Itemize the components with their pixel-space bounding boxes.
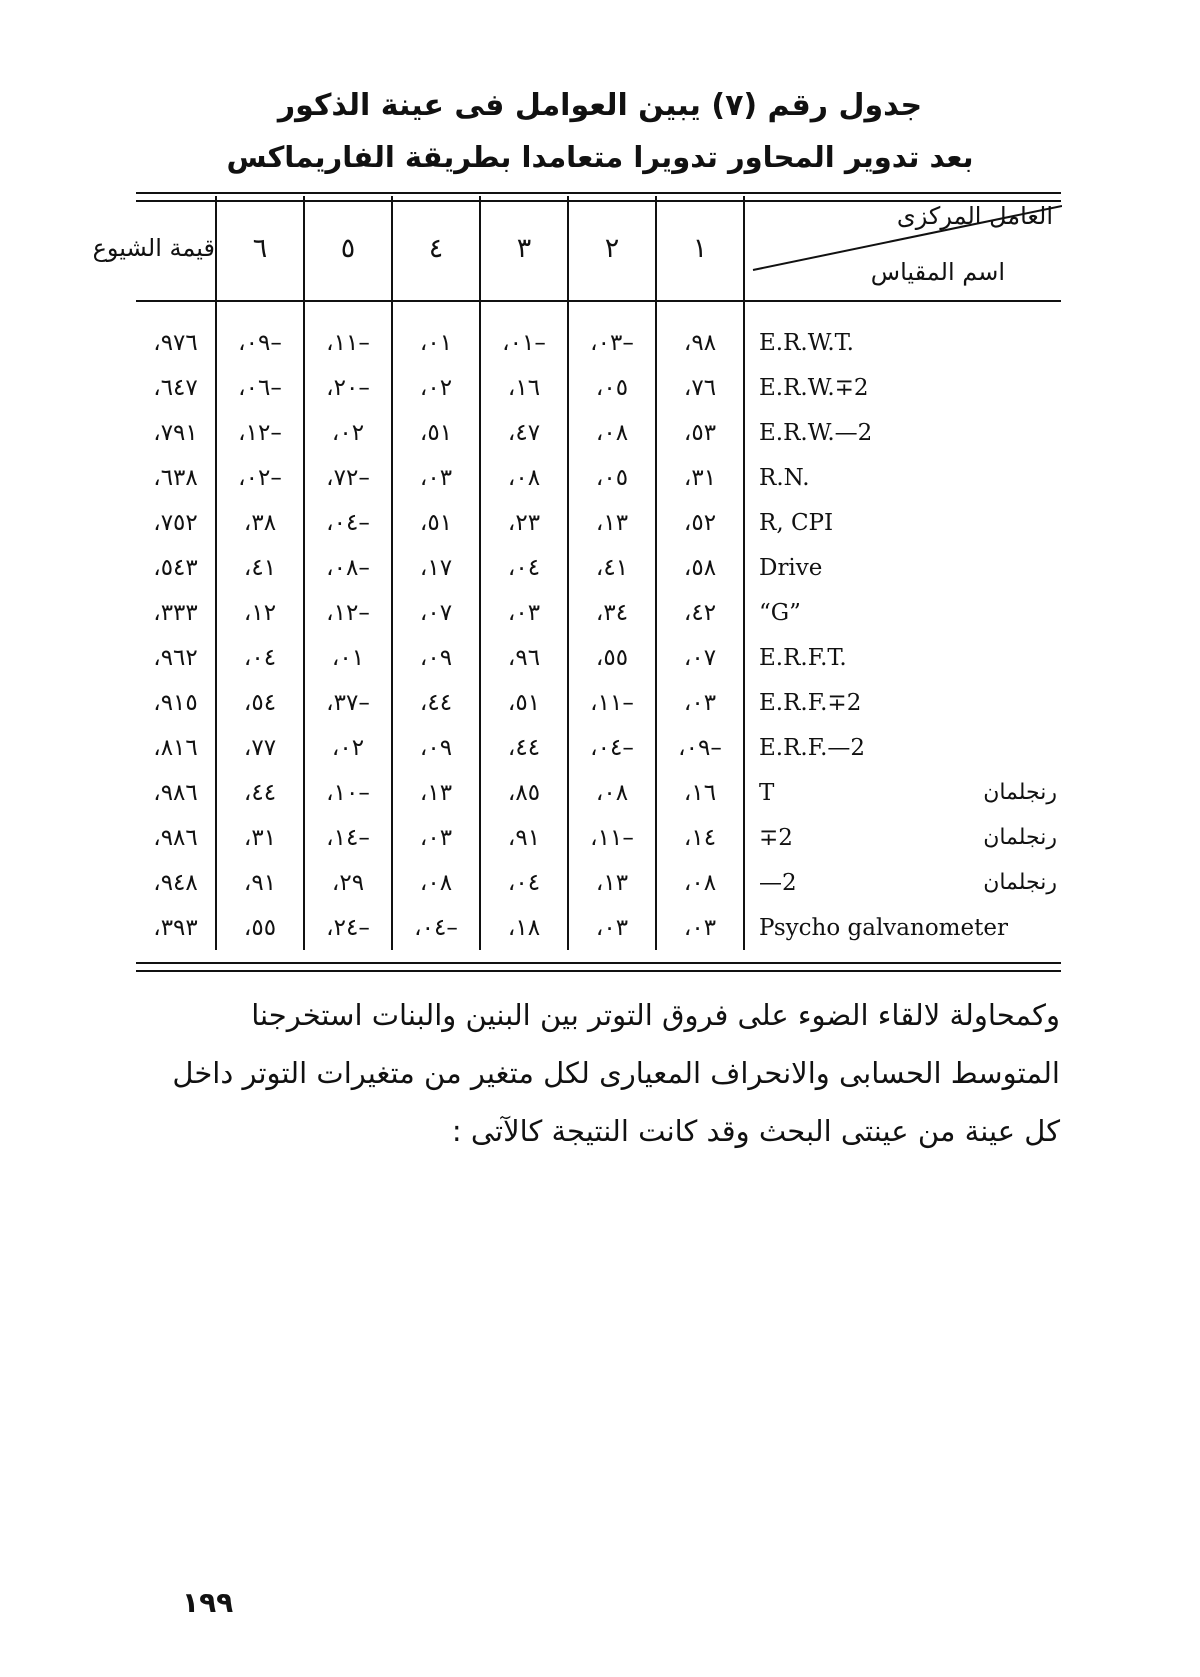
page-number: ١٩٩ <box>182 1586 234 1619</box>
loading-cell-f2: ،٠٨ <box>568 770 656 815</box>
paragraph-line-3: كل عينة من عينتى البحث وقد كانت النتيجة كالآتى : <box>451 1114 1060 1148</box>
communality-header: قيمة الشيوع <box>136 196 216 301</box>
communality-cell: ،٩٧٦ <box>136 301 216 365</box>
scale-name-cell <box>744 590 1061 635</box>
loading-cell-f6: ،٠٦– <box>216 365 304 410</box>
loading-cell-f3: ،٠٤ <box>480 860 568 905</box>
scale-name-cell <box>744 410 1061 455</box>
loading-cell-f3: ،٠١– <box>480 301 568 365</box>
scale-name-cell <box>744 545 1061 590</box>
loading-cell-f1: ،٥٨ <box>656 545 744 590</box>
scale-name-arabic: رنجلمان <box>983 780 1057 805</box>
loading-cell-f6: ،٧٧ <box>216 725 304 770</box>
communality-cell: ،٣٣٣ <box>136 590 216 635</box>
factor-header-6: ٦ <box>216 196 304 301</box>
loading-cell-f2: ،٤١ <box>568 545 656 590</box>
scale-name: “G” <box>759 599 801 626</box>
scale-name: —2 <box>759 869 797 896</box>
scale-name: E.R.W.—2 <box>759 419 873 446</box>
communality-cell: ،٩١٥ <box>136 680 216 725</box>
scale-name-cell <box>744 365 1061 410</box>
loading-cell-f3: ،٢٣ <box>480 500 568 545</box>
loading-cell-f1: ،٤٢ <box>656 590 744 635</box>
loading-cell-f2: ،١٣ <box>568 500 656 545</box>
table-row <box>136 590 1061 635</box>
header-row <box>136 196 1061 301</box>
loading-cell-f6: ،٥٥ <box>216 905 304 950</box>
table-row <box>136 815 1061 860</box>
factor-header-1: ١ <box>656 196 744 301</box>
scale-name-cell <box>744 770 1061 815</box>
communality-cell: ،٩٨٦ <box>136 770 216 815</box>
table-row <box>136 365 1061 410</box>
factor-header-5: ٥ <box>304 196 392 301</box>
loading-cell-f3: ،٤٤ <box>480 725 568 770</box>
loading-cell-f4: ،٠٩ <box>392 635 480 680</box>
loading-cell-f5: ،٠٢ <box>304 410 392 455</box>
loading-cell-f6: ،٣٨ <box>216 500 304 545</box>
loading-cell-f1: ،٧٦ <box>656 365 744 410</box>
scale-name: Drive <box>759 554 823 581</box>
table-row <box>136 545 1061 590</box>
scale-name-arabic: رنجلمان <box>983 825 1057 850</box>
loading-cell-f1: ،٥٣ <box>656 410 744 455</box>
loading-cell-f3: ،٥١ <box>480 680 568 725</box>
loading-cell-f6: ،٠٩– <box>216 301 304 365</box>
table-row <box>136 635 1061 680</box>
scale-name: E.R.F.∓2 <box>759 689 862 716</box>
scale-name-cell <box>744 725 1061 770</box>
communality-cell: ،٩٨٦ <box>136 815 216 860</box>
loading-cell-f3: ،٠٤ <box>480 545 568 590</box>
scale-name: E.R.F.T. <box>759 644 847 671</box>
communality-cell: ،٦٣٨ <box>136 455 216 500</box>
loading-cell-f4: ،٠٣ <box>392 815 480 860</box>
loading-cell-f3: ،٩٦ <box>480 635 568 680</box>
loading-cell-f4: ،٥١ <box>392 500 480 545</box>
loading-cell-f3: ،٠٣ <box>480 590 568 635</box>
table-row <box>136 500 1061 545</box>
loading-cell-f5: ،١٤– <box>304 815 392 860</box>
loading-cell-f4: ،٠٩ <box>392 725 480 770</box>
loading-cell-f3: ،٠٨ <box>480 455 568 500</box>
loading-cell-f2: ،١٣ <box>568 860 656 905</box>
communality-cell: ،٥٤٣ <box>136 545 216 590</box>
loading-cell-f1: ،٠٨ <box>656 860 744 905</box>
loading-cell-f2: ،١١– <box>568 680 656 725</box>
loading-cell-f3: ،١٦ <box>480 365 568 410</box>
loading-cell-f5: ،٢٠– <box>304 365 392 410</box>
communality-cell: ،٦٤٧ <box>136 365 216 410</box>
corner-scale-label: اسم المقياس <box>870 258 1005 286</box>
scale-name-cell <box>744 860 1061 905</box>
loading-cell-f1: ،٣١ <box>656 455 744 500</box>
loading-cell-f4: ،٠٧ <box>392 590 480 635</box>
communality-cell: ،٨١٦ <box>136 725 216 770</box>
scale-name-cell <box>744 635 1061 680</box>
loading-cell-f5: ،١١– <box>304 301 392 365</box>
loading-cell-f5: ،٠٢ <box>304 725 392 770</box>
loading-cell-f6: ،٥٤ <box>216 680 304 725</box>
paragraph-line-1: وكمحاولة لالقاء الضوء على فروق التوتر بين البنين والبنات استخرجنا <box>251 998 1060 1032</box>
scale-name: ∓2 <box>759 824 793 851</box>
loading-cell-f6: ،١٢ <box>216 590 304 635</box>
loading-cell-f1: ،٠٧ <box>656 635 744 680</box>
loading-cell-f6: ،٩١ <box>216 860 304 905</box>
loading-cell-f3: ،٩١ <box>480 815 568 860</box>
scale-name: E.R.W.T. <box>759 329 854 356</box>
bottom-double-rule <box>136 962 1061 972</box>
loading-cell-f2: ،٠٤– <box>568 725 656 770</box>
loading-cell-f6: ،٤١ <box>216 545 304 590</box>
loading-cell-f1: ،٥٢ <box>656 500 744 545</box>
loading-cell-f6: ،٠٢– <box>216 455 304 500</box>
factor-header-2: ٢ <box>568 196 656 301</box>
table-row <box>136 905 1061 950</box>
loading-cell-f2: ،٠٥ <box>568 455 656 500</box>
table-subtitle: بعد تدوير المحاور تدويرا متعامدا بطريقة الفاريماكس <box>226 140 974 174</box>
communality-cell: ،٩٦٢ <box>136 635 216 680</box>
loading-cell-f4: ،١٣ <box>392 770 480 815</box>
scale-name-cell <box>744 301 1061 365</box>
scale-name: Psycho galvanometer <box>759 914 1008 941</box>
communality-cell: ،٧٥٢ <box>136 500 216 545</box>
loading-cell-f6: ،٠٤ <box>216 635 304 680</box>
loading-cell-f5: ،٣٧– <box>304 680 392 725</box>
loading-cell-f2: ،٠٣ <box>568 905 656 950</box>
loading-cell-f2: ،٠٥ <box>568 365 656 410</box>
table-row <box>136 410 1061 455</box>
factor-header-4: ٤ <box>392 196 480 301</box>
scale-name: E.R.F.—2 <box>759 734 866 761</box>
loading-cell-f1: ،١٦ <box>656 770 744 815</box>
corner-factor-label: العامل المركزى <box>896 202 1053 230</box>
table-row <box>136 860 1061 905</box>
loading-cell-f4: ،٠٤– <box>392 905 480 950</box>
loading-cell-f4: ،٠١ <box>392 301 480 365</box>
loading-cell-f6: ،٣١ <box>216 815 304 860</box>
table-row <box>136 455 1061 500</box>
loading-cell-f2: ،٥٥ <box>568 635 656 680</box>
corner-header <box>744 196 1061 301</box>
loading-cell-f1: ،٠٣ <box>656 905 744 950</box>
table-body <box>136 301 1061 950</box>
factor-header-3: ٣ <box>480 196 568 301</box>
loading-cell-f3: ،١٨ <box>480 905 568 950</box>
loading-cell-f5: ،٧٢– <box>304 455 392 500</box>
loading-cell-f1: ،٠٣ <box>656 680 744 725</box>
communality-cell: ،٩٤٨ <box>136 860 216 905</box>
table-row <box>136 301 1061 365</box>
loading-cell-f1: ،١٤ <box>656 815 744 860</box>
loading-cell-f5: ،١٠– <box>304 770 392 815</box>
loading-cell-f4: ،٥١ <box>392 410 480 455</box>
loading-cell-f4: ،٠٣ <box>392 455 480 500</box>
loading-cell-f2: ،١١– <box>568 815 656 860</box>
table-row <box>136 680 1061 725</box>
loading-cell-f6: ،٤٤ <box>216 770 304 815</box>
communality-cell: ،٣٩٣ <box>136 905 216 950</box>
loading-cell-f5: ،٢٤– <box>304 905 392 950</box>
scale-name-cell <box>744 905 1061 950</box>
loading-cell-f1: ،٠٩– <box>656 725 744 770</box>
communality-cell: ،٧٩١ <box>136 410 216 455</box>
loading-cell-f5: ،٠١ <box>304 635 392 680</box>
loading-cell-f3: ،٤٧ <box>480 410 568 455</box>
scale-name-cell <box>744 680 1061 725</box>
paragraph-line-2: المتوسط الحسابى والانحراف المعيارى لكل متغير من متغيرات التوتر داخل <box>172 1056 1060 1090</box>
table-title: جدول رقم (٧) يبين العوامل فى عينة الذكور <box>277 88 923 123</box>
factor-table <box>92 196 1061 950</box>
scale-name: E.R.W.∓2 <box>759 374 869 401</box>
loading-cell-f2: ،٠٣– <box>568 301 656 365</box>
table-row <box>136 725 1061 770</box>
scale-name-arabic: رنجلمان <box>983 870 1057 895</box>
loading-cell-f2: ،٣٤ <box>568 590 656 635</box>
scale-name-cell <box>744 455 1061 500</box>
table-row <box>136 770 1061 815</box>
loading-cell-f4: ،٠٨ <box>392 860 480 905</box>
loading-cell-f4: ،٠٢ <box>392 365 480 410</box>
scale-name: R.N. <box>759 464 810 491</box>
loading-cell-f5: ،٠٨– <box>304 545 392 590</box>
scale-name: R, CPI <box>759 509 834 536</box>
loading-cell-f2: ،٠٨ <box>568 410 656 455</box>
scale-name-cell <box>744 815 1061 860</box>
loading-cell-f5: ،١٢– <box>304 590 392 635</box>
loading-cell-f4: ،٤٤ <box>392 680 480 725</box>
loading-cell-f3: ،٨٥ <box>480 770 568 815</box>
loading-cell-f5: ،٢٩ <box>304 860 392 905</box>
scale-name: T <box>759 779 775 806</box>
loading-cell-f5: ،٠٤– <box>304 500 392 545</box>
scale-name-cell <box>744 500 1061 545</box>
loading-cell-f4: ،١٧ <box>392 545 480 590</box>
loading-cell-f6: ،١٢– <box>216 410 304 455</box>
loading-cell-f1: ،٩٨ <box>656 301 744 365</box>
